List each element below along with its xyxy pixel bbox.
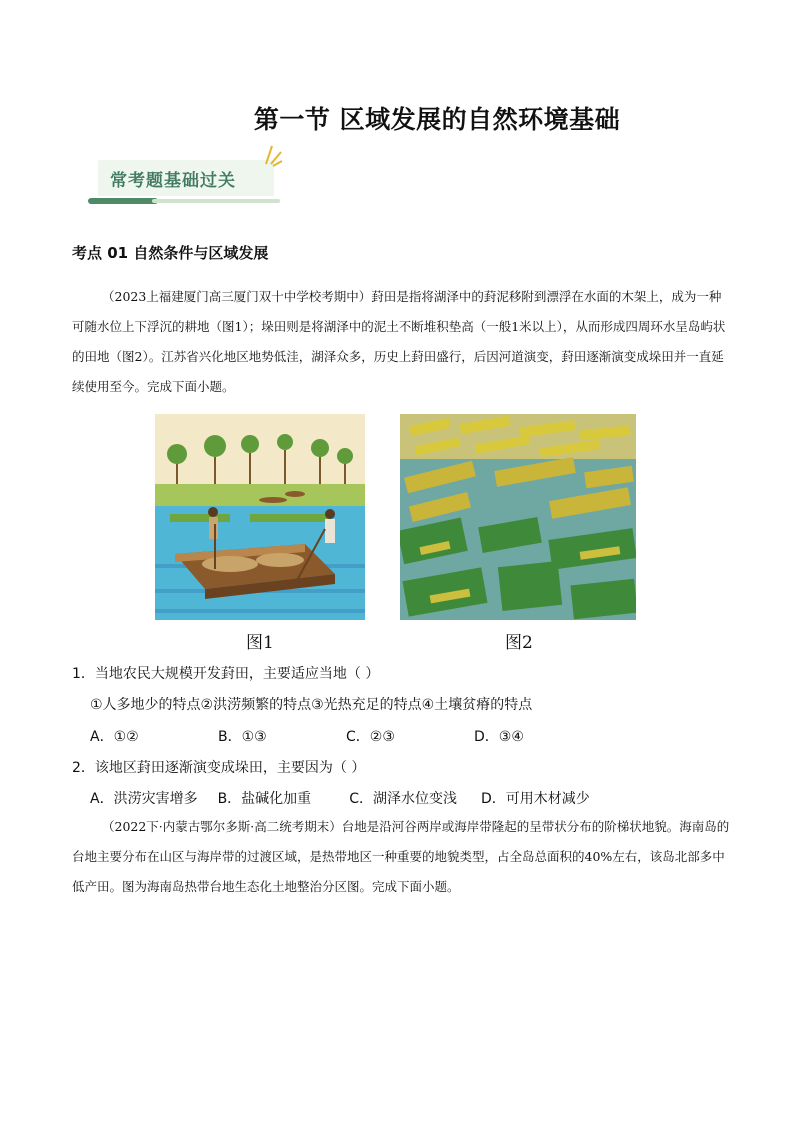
banner-underline-light bbox=[152, 199, 280, 203]
figure-1-caption: 图1 bbox=[246, 633, 274, 653]
option-d: D．可用木材减少 bbox=[480, 791, 590, 807]
figure-2-raised-fields-photo bbox=[400, 414, 636, 620]
question-1-options bbox=[90, 726, 602, 746]
option-d: D．③④ bbox=[474, 729, 524, 745]
option-c: C．湖泽水位变浅 bbox=[349, 791, 457, 807]
option-b: B．①③ bbox=[218, 729, 267, 745]
option-c: C．②③ bbox=[346, 729, 395, 745]
section-banner-label: 常考题基础过关 bbox=[110, 171, 236, 191]
passage-2: （2022下·内蒙古鄂尔多斯·高二统考期末）台地是沿河谷两岸或海岸带隆起的呈带状分布的阶梯状地貌。海南岛的台地主要分布在山区与海岸带的过渡区域，是热带地区一种重要的地貌类型，占全岛总面积的40%左右，该岛北部多中低产田。图为海南岛热带台地生态化土地整治分区图。完成下面小题。 bbox=[72, 819, 730, 894]
figure-1-floating-field-illustration bbox=[155, 414, 365, 620]
passage-1: （2023上福建厦门高三厦门双十中学校考期中）葑田是指将湖泽中的葑泥移附到漂浮在水面的木架上，成为一种可随水位上下浮沉的耕地（图1）；垛田则是将湖泽中的泥土不断堆积垫高（一般1米以上），从而形成四周环水呈岛屿状的田地（图2）。江苏省兴化地区地势低洼，湖泽众多，历史上葑田盛行，后因河道演变，葑田逐渐演变成垛田并一直延续使用至今。完成下面小题。 bbox=[72, 289, 726, 394]
sparkle-icon bbox=[262, 142, 284, 168]
section-heading: 考点 01 自然条件与区域发展 bbox=[72, 244, 269, 262]
question-2-options bbox=[90, 788, 610, 808]
question-2-stem: 2．该地区葑田逐渐演变成垛田，主要因为（ ） bbox=[72, 760, 366, 776]
page-title: 第一节 区域发展的自然环境基础 bbox=[253, 105, 621, 134]
question-1-items: ①人多地少的特点②洪涝频繁的特点③光热充足的特点④土壤贫瘠的特点 bbox=[90, 697, 533, 713]
banner-underline-dark bbox=[88, 198, 158, 204]
option-a: A．洪涝灾害增多 bbox=[90, 791, 198, 807]
question-1-stem: 1．当地农民大规模开发葑田，主要适应当地（ ） bbox=[72, 666, 380, 682]
option-b: B．盐碱化加重 bbox=[217, 791, 312, 807]
figure-2-caption: 图2 bbox=[505, 633, 533, 653]
option-a: A．①② bbox=[90, 729, 139, 745]
